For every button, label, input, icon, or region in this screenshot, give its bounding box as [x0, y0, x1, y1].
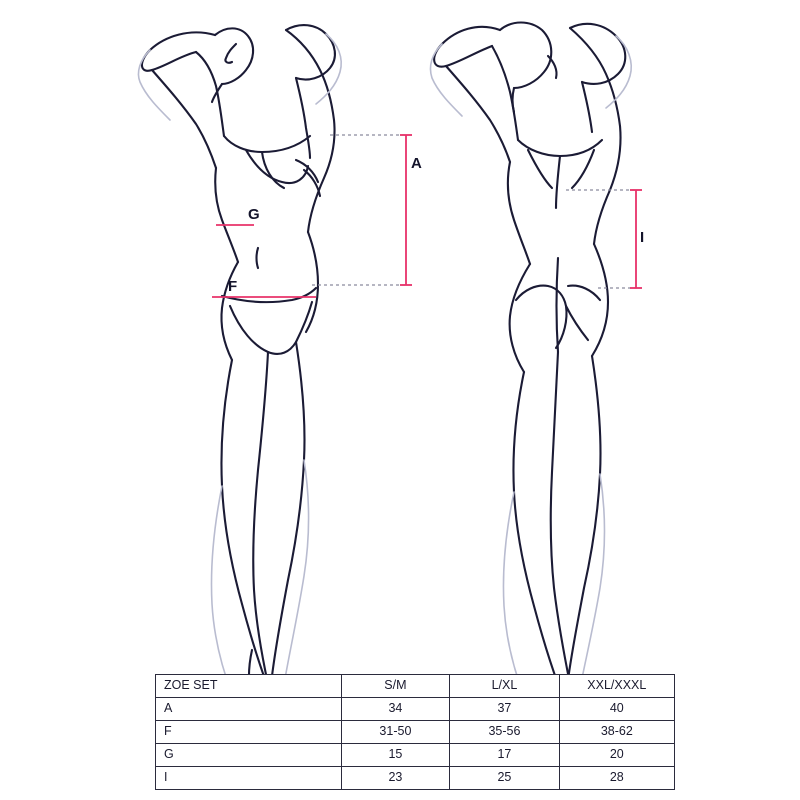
cell-f-sm: 31-50	[341, 721, 450, 744]
cell-a-xxl: 40	[559, 698, 674, 721]
row-label-i: I	[156, 767, 342, 790]
table-header-row	[156, 675, 675, 698]
cell-g-lxl: 17	[450, 744, 559, 767]
cell-g-xxl: 20	[559, 744, 674, 767]
table-row	[156, 721, 675, 744]
table-header-size-2: L/XL	[450, 675, 559, 698]
cell-i-xxl: 28	[559, 767, 674, 790]
cell-a-lxl: 37	[450, 698, 559, 721]
row-label-g: G	[156, 744, 342, 767]
measure-label-f: F	[228, 278, 238, 295]
table-header-size-1: S/M	[341, 675, 450, 698]
table-product-name: ZOE SET	[156, 675, 342, 698]
measure-label-a: A	[411, 155, 423, 172]
size-table	[155, 674, 675, 790]
measure-label-i: I	[640, 229, 645, 246]
cell-a-sm: 34	[341, 698, 450, 721]
row-label-a: A	[156, 698, 342, 721]
cell-g-sm: 15	[341, 744, 450, 767]
cell-f-xxl: 38-62	[559, 721, 674, 744]
cell-i-sm: 23	[341, 767, 450, 790]
measure-label-g: G	[248, 206, 260, 223]
table-row	[156, 698, 675, 721]
row-label-f: F	[156, 721, 342, 744]
table-header-size-3: XXL/XXXL	[559, 675, 674, 698]
cell-i-lxl: 25	[450, 767, 559, 790]
table-row	[156, 767, 675, 790]
cell-f-lxl: 35-56	[450, 721, 559, 744]
table-row	[156, 744, 675, 767]
